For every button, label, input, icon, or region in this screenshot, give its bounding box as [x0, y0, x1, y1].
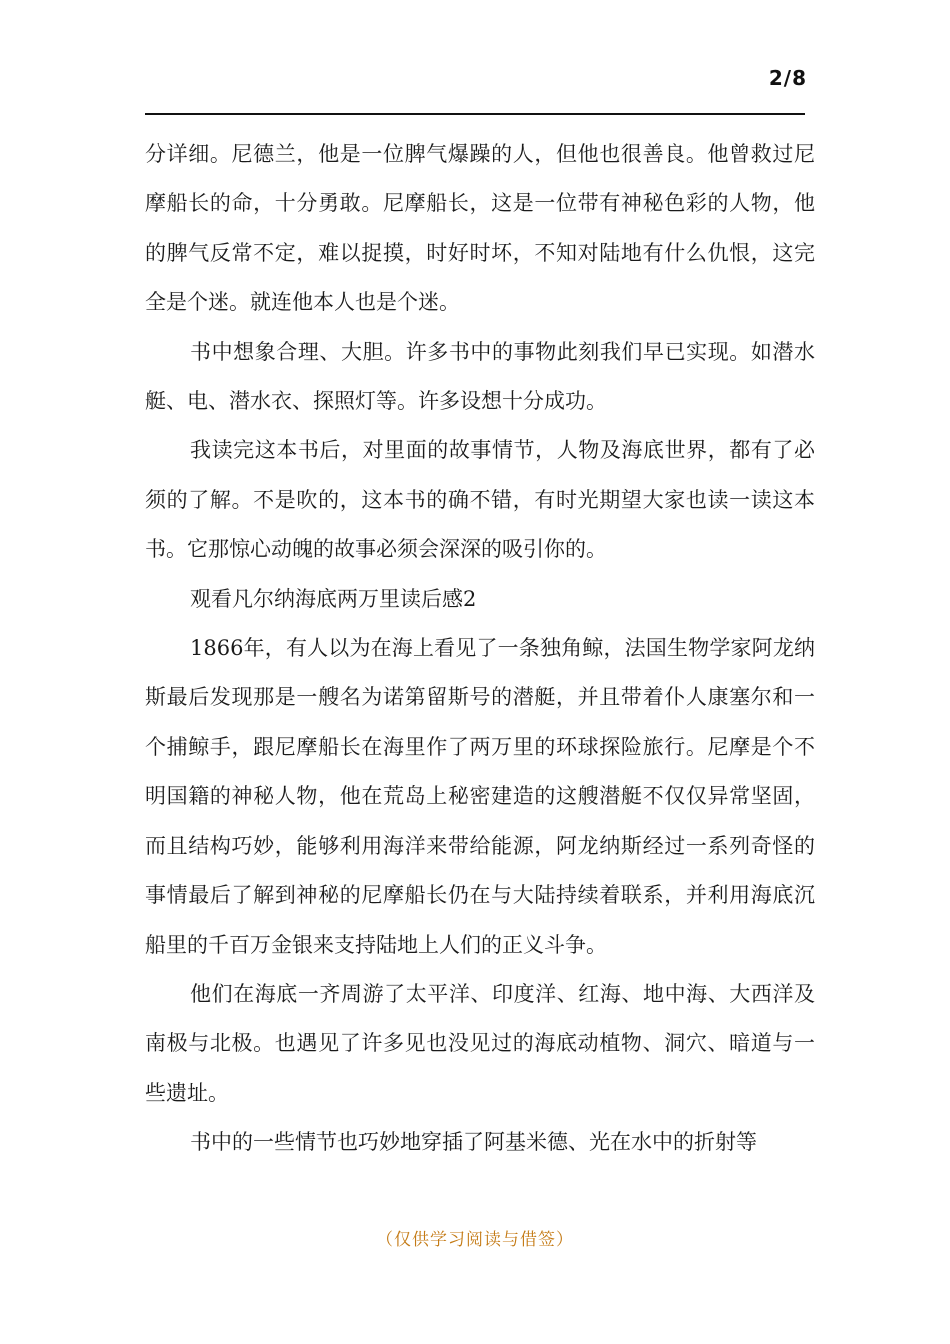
- section-title: 观看凡尔纳海底两万里读后感2: [190, 586, 477, 611]
- page-number: 2/8: [768, 66, 807, 90]
- paragraph-voyage: 他们在海底一齐周游了太平洋、印度洋、红海、地中海、大西洋及南极与北极。也遇见了许多见也没见过的海底动植物、洞穴、暗道与一些遗址。: [145, 981, 815, 1105]
- header-divider: [145, 113, 805, 115]
- document-body: [145, 130, 815, 1168]
- paragraph-character-descriptions: 分详细。尼德兰，他是一位脾气爆躁的人，但他也很善良。他曾救过尼摩船长的命，十分勇敢。尼摩船长，这是一位带有神秘色彩的人物，他的脾气反常不定，难以捉摸，时好时坏，不知对陆地有什么仇恨，这完全是个迷。就连他本人也是个迷。: [145, 142, 815, 315]
- paragraph-science: 书中的一些情节也巧妙地穿插了阿基米德、光在水中的折射等: [190, 1130, 757, 1155]
- paragraph-recommendation: 我读完这本书后，对里面的故事情节，人物及海底世界，都有了必须的了解。不是吹的，这本书的确不错，有时光期望大家也读一读这本书。它那惊心动魄的故事必须会深深的吸引你的。: [145, 438, 815, 562]
- paragraph-imagination: 书中想象合理、大胆。许多书中的事物此刻我们早已实现。如潜水艇、电、潜水衣、探照灯等。许多设想十分成功。: [145, 339, 815, 414]
- footer-note: （仅供学习阅读与借签）: [376, 1230, 574, 1250]
- paragraph-plot-summary: 1866年，有人以为在海上看见了一条独角鲸，法国生物学家阿龙纳斯最后发现那是一艘名为诺第留斯号的潜艇，并且带着仆人康塞尔和一个捕鲸手，跟尼摩船长在海里作了两万里的环球探险旅行。尼摩是个不明国籍的神秘人物，他在荒岛上秘密建造的这艘潜艇不仅仅异常坚固，而且结构巧妙，能够利用海洋来带给能源，阿龙纳斯经过一系列奇怪的事情最后了解到神秘的尼摩船长仍在与大陆持续着联系，并利用海底沉船里的千百万金银来支持陆地上人们的正义斗争。: [145, 636, 815, 957]
